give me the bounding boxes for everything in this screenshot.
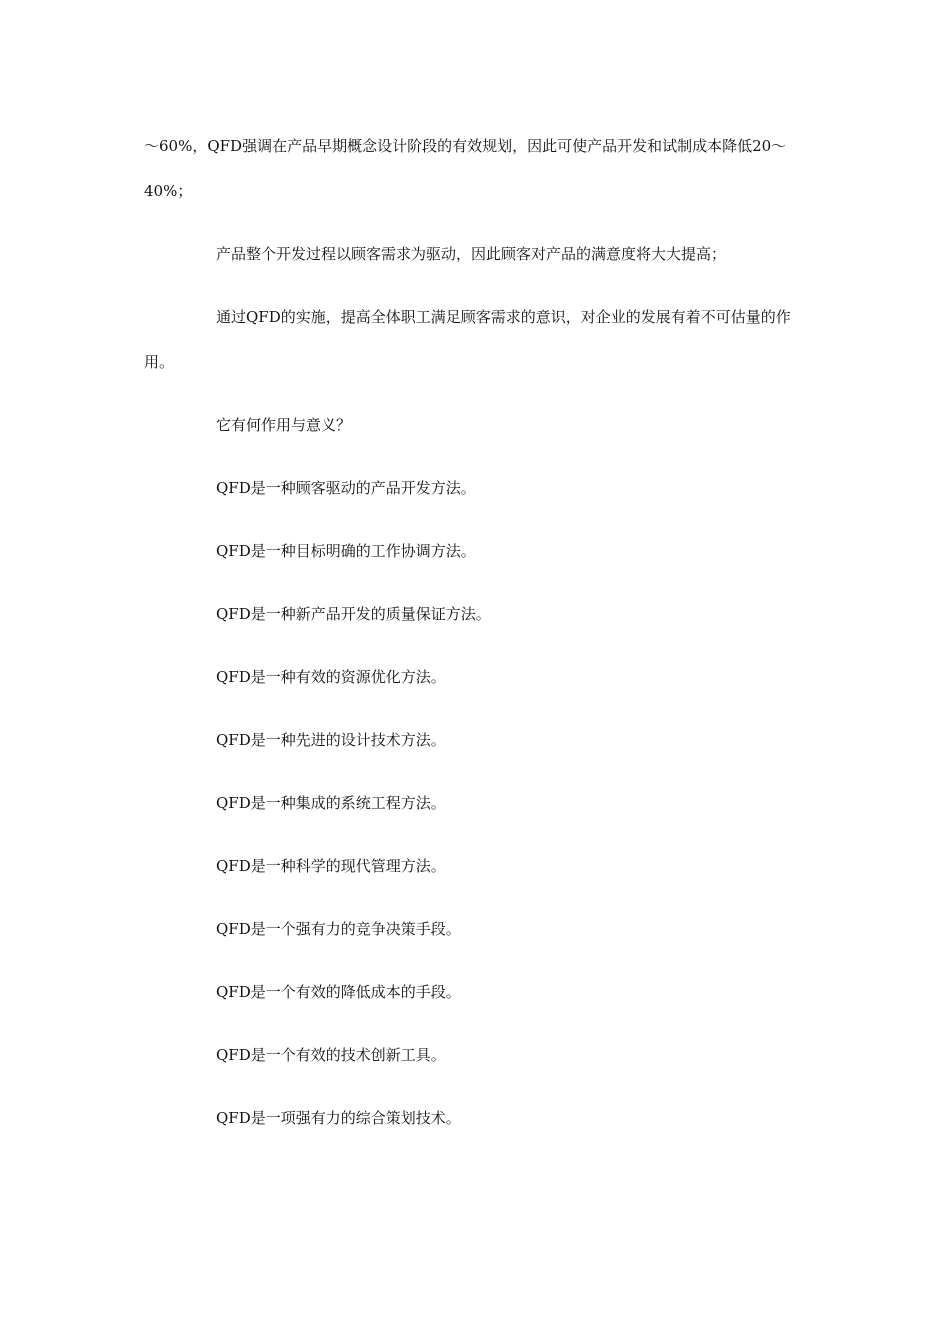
section-question: 它有何作用与意义？	[216, 416, 352, 434]
list-item: QFD是一个有效的降低成本的手段。	[216, 983, 461, 1001]
list-item: QFD是一种集成的系统工程方法。	[216, 794, 446, 812]
list-item: QFD是一种顾客驱动的产品开发方法。	[216, 479, 476, 497]
document-body	[144, 124, 804, 1141]
list-item: QFD是一个强有力的竞争决策手段。	[216, 920, 461, 938]
list-item: QFD是一种新产品开发的质量保证方法。	[216, 605, 491, 623]
paragraph-customer-satisfaction: 产品整个开发过程以顾客需求为驱动，因此顾客对产品的满意度将大大提高；	[216, 245, 727, 263]
list-item: QFD是一种科学的现代管理方法。	[216, 857, 446, 875]
list-item: QFD是一项强有力的综合策划技术。	[216, 1109, 461, 1127]
list-item: QFD是一种有效的资源优化方法。	[216, 668, 446, 686]
list-item: QFD是一种目标明确的工作协调方法。	[216, 542, 476, 560]
paragraph-employee-awareness: 通过QFD的实施，提高全体职工满足顾客需求的意识，对企业的发展有着不可估量的作用。	[144, 308, 791, 371]
list-item: QFD是一种先进的设计技术方法。	[216, 731, 446, 749]
list-item: QFD是一个有效的技术创新工具。	[216, 1046, 446, 1064]
paragraph-cost-reduction: ～60%，QFD强调在产品早期概念设计阶段的有效规划，因此可使产品开发和试制成本降低20～40%；	[144, 137, 787, 200]
